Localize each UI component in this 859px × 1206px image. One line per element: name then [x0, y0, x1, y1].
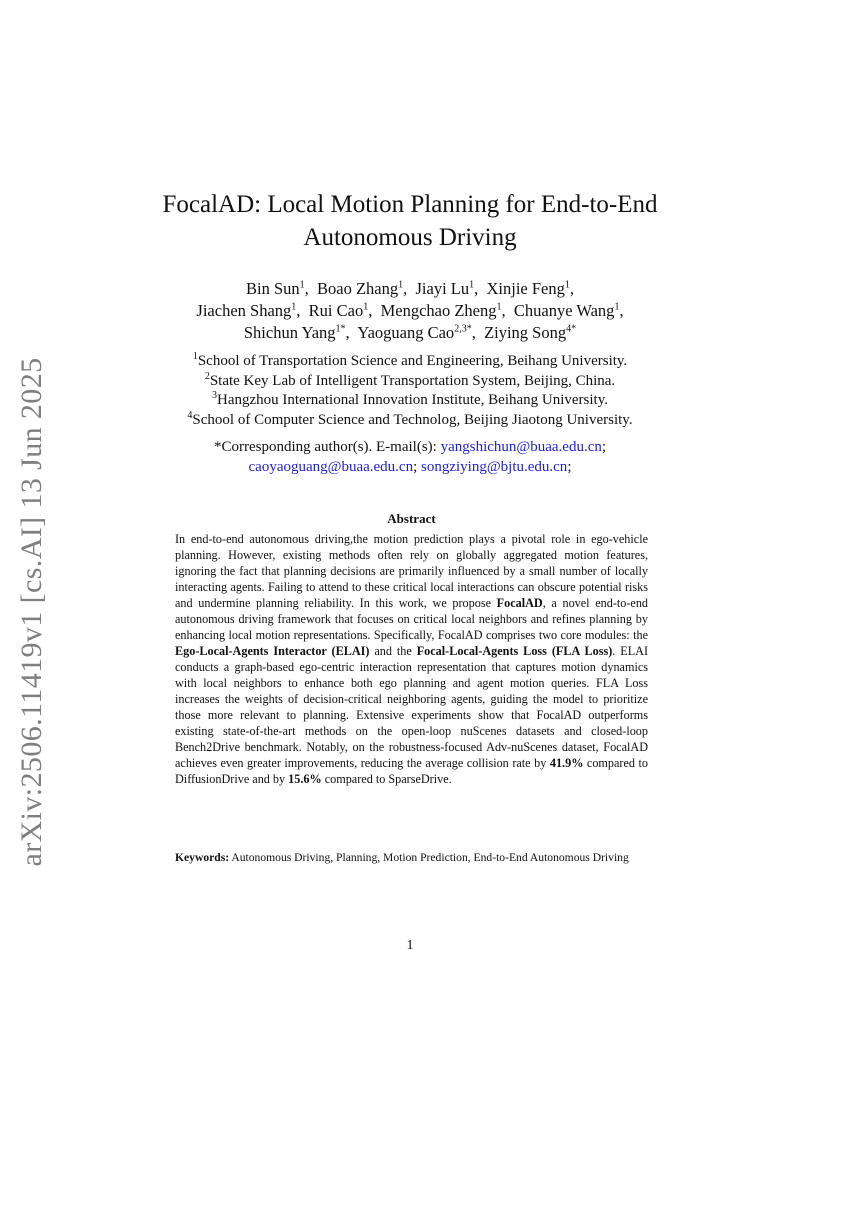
author-name: Chuanye Wang$^1$: [513, 301, 620, 320]
author-name: Mengchao Zheng$^1$: [380, 301, 502, 320]
abstract-text: In end-to-end autonomous driving,the motion prediction plays a pivotal role in ego-vehicle planning. However, existing methods often rely on globally aggregated motion features, ignoring the fact that planning decisions are primarily influenced by a small number of locally interacting agents. Failing to attend to these critical local interactions can obscure potential risks and undermine planning reliability. In this work, we propose FocalAD, a novel end-to-end autonomous driving framework that focuses on critical local neighbors and refines planning by enhancing local motion representations. Specifically, FocalAD comprises two core modules: the Ego-Local-Agents Interactor (ELAI) and the Focal-Local-Agents Loss (FLA Loss). ELAI conducts a graph-based ego-centric interaction representation that captures motion dynamics with local neighbors to enhance both ego planning and agent motion queries. FLA Loss increases the weights of decision-critical neighboring agents, guiding the model to prioritize those more relevant to planning. Extensive experiments show that FocalAD outperforms existing state-of-the-art methods on the open-loop nuScenes datasets and closed-loop Bench2Drive benchmark. Notably, on the robustness-focused Adv-nuScenes dataset, FocalAD achieves even greater improvements, reducing the average collision rate by 41.9% compared to DiffusionDrive and by 15.6% compared to SparseDrive.: [175, 532, 649, 786]
affiliation: $^1$School of Transportation Science and Engineering, Beihang University.: [192, 351, 628, 369]
affiliation: $^3$Hangzhou International Innovation Institute, Beihang University.: [211, 390, 609, 409]
author-name: Jiayi Lu$^1$: [415, 279, 475, 298]
email-link[interactable]: caoyaoguang@buaa.edu.cn: [248, 459, 414, 475]
author-name: Ziying Song$^{4*}$: [484, 323, 577, 342]
correspondence-block: *Corresponding author(s). E-mail(s): yangshichun@buaa.edu.cn; caoyaoguang@buaa.edu.cn; songziying@bjtu.edu.cn;: [213, 439, 607, 475]
affiliation: $^4$School of Computer Science and Technolog, Beijing Jiaotong University.: [187, 409, 633, 428]
bold-term: Focal-Local-Agents Loss (FLA Loss): [416, 644, 613, 658]
keywords-block: [175, 851, 648, 866]
affiliation-list: [90, 352, 730, 430]
author-name: Yaoguang Cao$^{2,3*}$: [357, 323, 472, 342]
author-name: Bin Sun$^1$: [245, 279, 305, 298]
author-name: Xinjie Feng$^1$: [486, 279, 570, 298]
author-name: Jiachen Shang$^1$: [196, 301, 297, 320]
bold-term: FocalAD: [496, 596, 543, 610]
author-line-1: Bin Sun$^1$, Boao Zhang$^1$, Jiayi Lu$^1$, Xinjie Feng$^1$,: [245, 279, 574, 298]
title-line-2: Autonomous Driving: [303, 224, 517, 251]
author-name: Rui Cao$^1$: [308, 301, 369, 320]
author-name: Shichun Yang$^{1*}$: [243, 323, 346, 342]
author-line-2: Jiachen Shang$^1$, Rui Cao$^1$, Mengchao Zheng$^1$, Chuanye Wang$^1$,: [196, 301, 624, 320]
keywords-text: Autonomous Driving, Planning, Motion Prediction, End-to-End Autonomous Driving: [229, 851, 629, 864]
author-list: [110, 278, 710, 344]
bold-term: Ego-Local-Agents Interactor (ELAI): [175, 644, 370, 658]
arxiv-identifier: arXiv:2506.11419v1 [cs.AI] 13 Jun 2025: [15, 357, 48, 867]
author-name: Boao Zhang$^1$: [317, 279, 404, 298]
email-link[interactable]: yangshichun@buaa.edu.cn: [440, 439, 602, 455]
bold-term: 41.9%: [549, 756, 584, 770]
bold-term: 15.6%: [288, 772, 322, 786]
author-line-3: Shichun Yang$^{1*}$, Yaoguang Cao$^{2,3*}$, Ziying Song$^{4*}$: [243, 323, 577, 342]
abstract-heading: Abstract: [387, 511, 436, 526]
page-number: 1: [406, 938, 414, 953]
title-line-1: FocalAD: Local Motion Planning for End-to-End: [162, 191, 658, 218]
affiliation: $^2$State Key Lab of Intelligent Transportation System, Beijing, China.: [204, 370, 616, 389]
keywords-label: Keywords:: [175, 851, 230, 864]
email-link[interactable]: songziying@bjtu.edu.cn: [421, 459, 568, 475]
paper-title: [150, 188, 670, 254]
correspondence-label: *Corresponding author(s). E-mail(s):: [213, 439, 441, 455]
